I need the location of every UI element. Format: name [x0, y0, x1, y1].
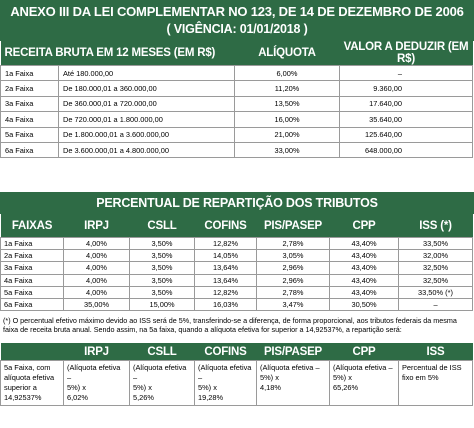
formula-line: 19,28% — [198, 393, 224, 402]
table-row — [1, 112, 473, 127]
cell-percentage: 4,00% — [64, 262, 130, 274]
table1-header-deduction: VALOR A DEDUZIR (EM R$) — [343, 41, 469, 65]
table3-header-cell: COFINS — [204, 345, 247, 358]
iss-footnote: (*) O percentual efetivo máximo devido ao ISS será de 5%, transferindo-se a diferença, de forma proporcional, aos tributos federais da mesma faixa de receita bruta anual. Sendo assim, na 5a faixa, quando a alíquota efetiva for superior a 14,92537%, a repartição será: — [3, 316, 457, 335]
table3-row — [1, 361, 473, 406]
table-row — [1, 96, 473, 111]
formula-line: (Alíquota efetiva – — [67, 363, 121, 382]
cell-percentage: 43,40% — [330, 250, 399, 262]
cell-revenue-range: De 1.800.000,01 a 3.600.000,00 — [59, 127, 235, 142]
table1-header-row — [1, 41, 473, 66]
table-row — [1, 286, 473, 298]
cell-revenue-range: De 360.000,01 a 720.000,00 — [59, 96, 235, 111]
cell-percentage: 12,82% — [195, 238, 257, 250]
table3-header-row — [1, 343, 473, 361]
cell-percentage: 4,00% — [64, 250, 130, 262]
cell-percentage: 3,50% — [130, 250, 195, 262]
cell-percentage: 2,78% — [257, 286, 330, 298]
cell-percentage: 43,40% — [330, 262, 399, 274]
table2-header-cell: FAIXAS — [11, 219, 53, 232]
cell-rate: 11,20% — [235, 81, 340, 96]
cell-percentage: 3,50% — [130, 286, 195, 298]
formula-line: 5%) x — [67, 383, 86, 392]
row-label-line: alíquota efetiva — [4, 373, 55, 382]
cell-formula — [399, 361, 473, 406]
cell-percentage: 13,64% — [195, 262, 257, 274]
cell-percentage: 16,03% — [195, 298, 257, 310]
cell-rate: 13,50% — [235, 96, 340, 111]
cell-percentage: 43,40% — [330, 274, 399, 286]
cell-rate: 33,00% — [235, 142, 340, 157]
cell-deduction: – — [340, 66, 473, 81]
cell-percentage: 2,78% — [257, 238, 330, 250]
table-row — [1, 66, 473, 81]
formula-line: 5%) x — [198, 383, 217, 392]
table-row — [1, 142, 473, 157]
table-row — [1, 298, 473, 310]
cell-deduction: 35.640,00 — [340, 112, 473, 127]
table-row — [1, 81, 473, 96]
table2-header-cell: COFINS — [204, 219, 247, 232]
formula-line: 6,02% — [67, 393, 88, 402]
fifth-bracket-distribution-table — [0, 343, 473, 406]
cell-rate: 6,00% — [235, 66, 340, 81]
table2-header-cell: ISS (*) — [419, 219, 452, 232]
table-row — [1, 262, 473, 274]
row-label-line: superior a — [4, 383, 37, 392]
cell-percentage: 3,50% — [130, 274, 195, 286]
cell-deduction: 648.000,00 — [340, 142, 473, 157]
cell-bracket-name: 5a Faixa — [1, 286, 64, 298]
table2-header-cell: PIS/PASEP — [263, 219, 323, 232]
table2-header-cell: IRPJ — [84, 219, 109, 232]
formula-line: (Alíquota efetiva – — [198, 363, 252, 382]
cell-percentage: 12,82% — [195, 286, 257, 298]
cell-percentage: 2,96% — [257, 262, 330, 274]
cell-percentage: 33,50% — [399, 238, 473, 250]
table3-header-cell: CSLL — [147, 345, 177, 358]
cell-bracket-name: 2a Faixa — [1, 81, 59, 96]
table1-header-rate: ALÍQUOTA — [258, 47, 316, 59]
cell-deduction: 9.360,00 — [340, 81, 473, 96]
cell-bracket-name: 1a Faixa — [1, 66, 59, 81]
cell-rate: 21,00% — [235, 127, 340, 142]
formula-line: 5%) x — [333, 373, 352, 382]
cell-percentage: 13,64% — [195, 274, 257, 286]
formula-line: 5%) x — [133, 383, 152, 392]
cell-percentage: 15,00% — [130, 298, 195, 310]
table1-subtitle: ( VIGÊNCIA: 01/01/2018 ) — [166, 22, 308, 36]
cell-percentage: 4,00% — [64, 286, 130, 298]
cell-bracket-name: 3a Faixa — [1, 262, 64, 274]
table3-header-cell: PIS/PASEP — [263, 345, 323, 358]
cell-deduction: 125.640,00 — [340, 127, 473, 142]
table1-header-revenue: RECEITA BRUTA EM 12 MESES (EM R$) — [4, 47, 216, 59]
cell-formula — [330, 361, 399, 406]
cell-percentage: 43,40% — [330, 238, 399, 250]
table-row — [1, 250, 473, 262]
table3-header-cell: ISS — [426, 345, 445, 358]
cell-percentage: 33,50% (*) — [399, 286, 473, 298]
table2-header-cell: CPP — [352, 219, 376, 232]
formula-line: fixo em 5% — [402, 373, 439, 382]
table1-title-bar — [0, 0, 474, 41]
cell-bracket-name: 2a Faixa — [1, 250, 64, 262]
formula-line: 5,26% — [133, 393, 154, 402]
cell-percentage: 30,50% — [330, 298, 399, 310]
cell-percentage: 43,40% — [330, 286, 399, 298]
cell-revenue-range: De 3.600.000,01 a 4.800.000,00 — [59, 142, 235, 157]
table2-header-row — [1, 214, 473, 238]
cell-bracket-name: 3a Faixa — [1, 96, 59, 111]
cell-deduction: 17.640,00 — [340, 96, 473, 111]
table3-header-cell: IRPJ — [84, 345, 109, 358]
cell-revenue-range: De 180.000,01 a 360.000,00 — [59, 81, 235, 96]
cell-formula — [64, 361, 130, 406]
cell-percentage: 32,00% — [399, 250, 473, 262]
cell-row-label — [1, 361, 64, 406]
income-brackets-table — [0, 41, 473, 158]
formula-line: 5%) x — [260, 373, 279, 382]
cell-bracket-name: 4a Faixa — [1, 274, 64, 286]
table2-header-cell: CSLL — [147, 219, 177, 232]
cell-rate: 16,00% — [235, 112, 340, 127]
table-row — [1, 238, 473, 250]
formula-line: (Alíquota efetiva – — [333, 363, 393, 372]
cell-percentage: 4,00% — [64, 274, 130, 286]
cell-percentage: 3,50% — [130, 238, 195, 250]
table1-title: ANEXO III DA LEI COMPLEMENTAR NO 123, DE 14 DE DEZEMBRO DE 2006 — [10, 4, 464, 19]
cell-formula — [130, 361, 195, 406]
cell-percentage: 3,47% — [257, 298, 330, 310]
cell-revenue-range: De 720.000,01 a 1.800.000,00 — [59, 112, 235, 127]
formula-line: 4,18% — [260, 383, 281, 392]
cell-bracket-name: 5a Faixa — [1, 127, 59, 142]
formula-line: (Alíquota efetiva – — [260, 363, 320, 372]
formula-line: (Alíquota efetiva – — [133, 363, 187, 382]
cell-formula — [257, 361, 330, 406]
table2-title: PERCENTUAL DE REPARTIÇÃO DOS TRIBUTOS — [0, 192, 474, 214]
cell-percentage: 3,05% — [257, 250, 330, 262]
table-row — [1, 127, 473, 142]
table-row — [1, 274, 473, 286]
table3-header-cell — [1, 343, 64, 361]
cell-percentage: 2,96% — [257, 274, 330, 286]
cell-percentage: – — [399, 298, 473, 310]
cell-percentage: 32,50% — [399, 262, 473, 274]
cell-percentage: 14,05% — [195, 250, 257, 262]
cell-formula — [195, 361, 257, 406]
cell-percentage: 3,50% — [130, 262, 195, 274]
cell-revenue-range: Até 180.000,00 — [59, 66, 235, 81]
table3-header-cell: CPP — [352, 345, 376, 358]
tax-distribution-table — [0, 214, 473, 311]
cell-bracket-name: 6a Faixa — [1, 142, 59, 157]
cell-bracket-name: 1a Faixa — [1, 238, 64, 250]
cell-percentage: 35,00% — [64, 298, 130, 310]
row-label-line: 14,92537% — [4, 393, 42, 402]
cell-percentage: 32,50% — [399, 274, 473, 286]
cell-bracket-name: 6a Faixa — [1, 298, 64, 310]
formula-line: Percentual de ISS — [402, 363, 462, 372]
row-label-line: 5a Faixa, com — [4, 363, 51, 372]
cell-bracket-name: 4a Faixa — [1, 112, 59, 127]
cell-percentage: 4,00% — [64, 238, 130, 250]
formula-line: 65,26% — [333, 383, 359, 392]
